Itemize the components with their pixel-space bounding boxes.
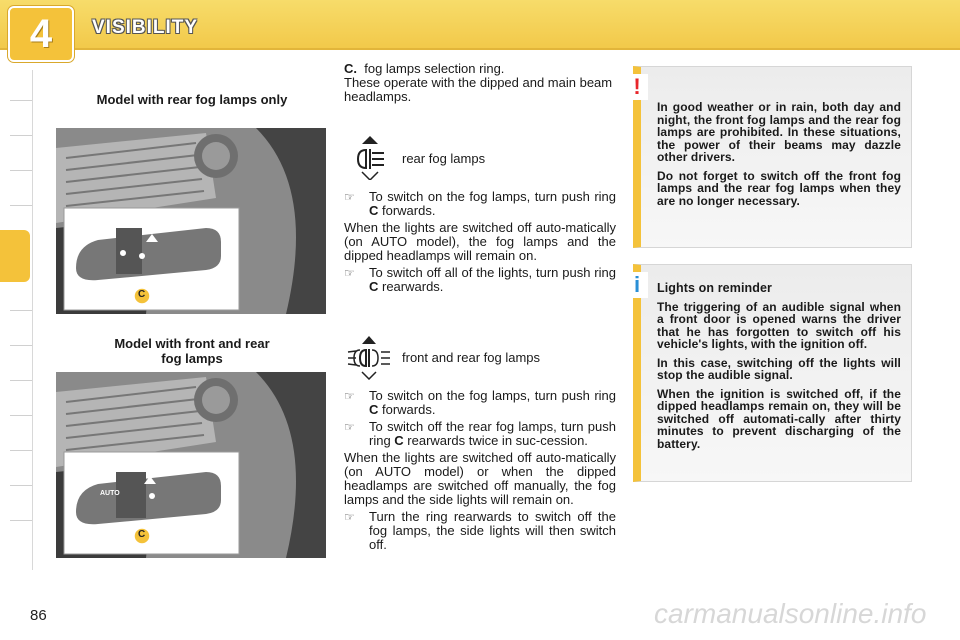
hand-pointer-icon: ☞	[344, 266, 355, 280]
edge-tab	[10, 450, 32, 451]
intro-line2: These operate with the dipped and main beam headlamps.	[344, 75, 613, 104]
intro-section	[344, 62, 616, 104]
edge-tab	[10, 205, 32, 206]
edge-tab-active	[0, 230, 30, 282]
watermark: carmanualsonline.info	[654, 598, 927, 629]
caption-rear-only: Model with rear fog lamps only	[96, 92, 288, 107]
ring-letter: C	[369, 203, 379, 218]
hand-pointer-icon: ☞	[344, 420, 355, 434]
front-rear-auto-paragraph: When the lights are switched off auto-matically (on AUTO model) or when the dipped headlamps are switched off manually, the fog lamps and the side lights will remain on.	[344, 450, 616, 507]
dashboard-photo-front-rear	[56, 372, 326, 558]
page-number: 86	[30, 607, 47, 624]
ring-label-c: C	[138, 529, 146, 540]
rear-fog-label: rear fog lamps	[402, 151, 486, 166]
edge-tab	[10, 485, 32, 486]
ring-letter: C.	[344, 61, 357, 76]
stalk-illustration	[56, 372, 326, 558]
info-icon: i	[626, 272, 648, 298]
caption-front-rear	[60, 336, 324, 366]
hand-pointer-icon: ☞	[344, 190, 355, 204]
edge-tab	[10, 100, 32, 101]
header-rule	[0, 48, 960, 50]
warning-box	[633, 66, 912, 248]
hand-pointer-icon: ☞	[344, 510, 355, 524]
ring-letter: C	[369, 279, 379, 294]
edge-tab	[10, 345, 32, 346]
bullet-text: To switch on the fog lamps, turn push ring	[369, 388, 616, 403]
bullet-text: To switch off all of the lights, turn push ring	[369, 265, 616, 280]
edge-tab	[10, 415, 32, 416]
bullet-text: rearwards.	[378, 279, 444, 294]
hand-pointer-icon: ☞	[344, 389, 355, 403]
bullet-text: Turn the ring rearwards to switch off the fog lamps, the side lights will then switch off.	[369, 509, 616, 552]
bullet-text: To switch off the rear fog lamps, turn push ring	[369, 419, 616, 448]
chapter-number: 4	[29, 12, 53, 56]
ring-letter: C	[369, 402, 379, 417]
warning-text-1: In good weather or in rain, both day and night, the front fog lamps and the rear fog lamps are prohibited. In these situations, the power of their beams may dazzle other drivers.	[657, 100, 901, 164]
warning-text-2: Do not forget to switch off the front fog lamps and the rear fog lamps when they are no longer necessary.	[657, 168, 901, 208]
auto-label: AUTO	[100, 490, 120, 497]
caption-line-2: fog lamps	[161, 351, 223, 366]
ring-label-c: C	[138, 289, 146, 300]
edge-tab	[10, 310, 32, 311]
rear-auto-paragraph: When the lights are switched off auto-matically (on AUTO model), the fog lamps and the dipped headlamps will remain on.	[344, 220, 616, 263]
edge-tab	[10, 520, 32, 521]
rear-fog-instructions	[344, 190, 616, 294]
front-rear-fog-label: front and rear fog lamps	[402, 350, 541, 365]
bullet-text: rearwards twice in suc-cession.	[403, 433, 588, 448]
page-title: VISIBILITY	[92, 17, 199, 38]
edge-tab	[10, 135, 32, 136]
rear-fog-lamp-icon	[352, 134, 388, 185]
intro-text: fog lamps selection ring.	[364, 61, 505, 76]
bullet-text: To switch on the fog lamps, turn push ring	[369, 189, 616, 204]
bullet-text: forwards.	[378, 203, 436, 218]
chapter-badge	[8, 6, 74, 62]
info-text-2: In this case, switching off the lights will stop the audible signal.	[657, 355, 901, 382]
edge-tabs	[10, 70, 33, 570]
info-box	[633, 264, 912, 482]
caption-line-1: Model with front and rear	[114, 336, 270, 351]
front-rear-fog-lamp-icon	[344, 334, 394, 385]
info-heading: Lights on reminder	[657, 281, 773, 295]
edge-tab	[10, 170, 32, 171]
front-rear-instructions	[344, 389, 616, 552]
edge-tab	[10, 380, 32, 381]
info-text-3: When the ignition is switched off, if the dipped headlamps remain on, they will be switched off automati-cally after thirty minutes to prevent discharging of the battery.	[657, 386, 901, 451]
info-text-1: The triggering of an audible signal when a front door is opened warns the driver that he has forgotten to switch off his vehicle's lights, with the ignition off.	[657, 299, 901, 351]
warning-icon: !	[626, 74, 648, 100]
ring-letter: C	[394, 433, 404, 448]
dashboard-photo-rear-only	[56, 128, 326, 314]
bullet-text: forwards.	[378, 402, 436, 417]
stalk-illustration	[56, 128, 326, 314]
